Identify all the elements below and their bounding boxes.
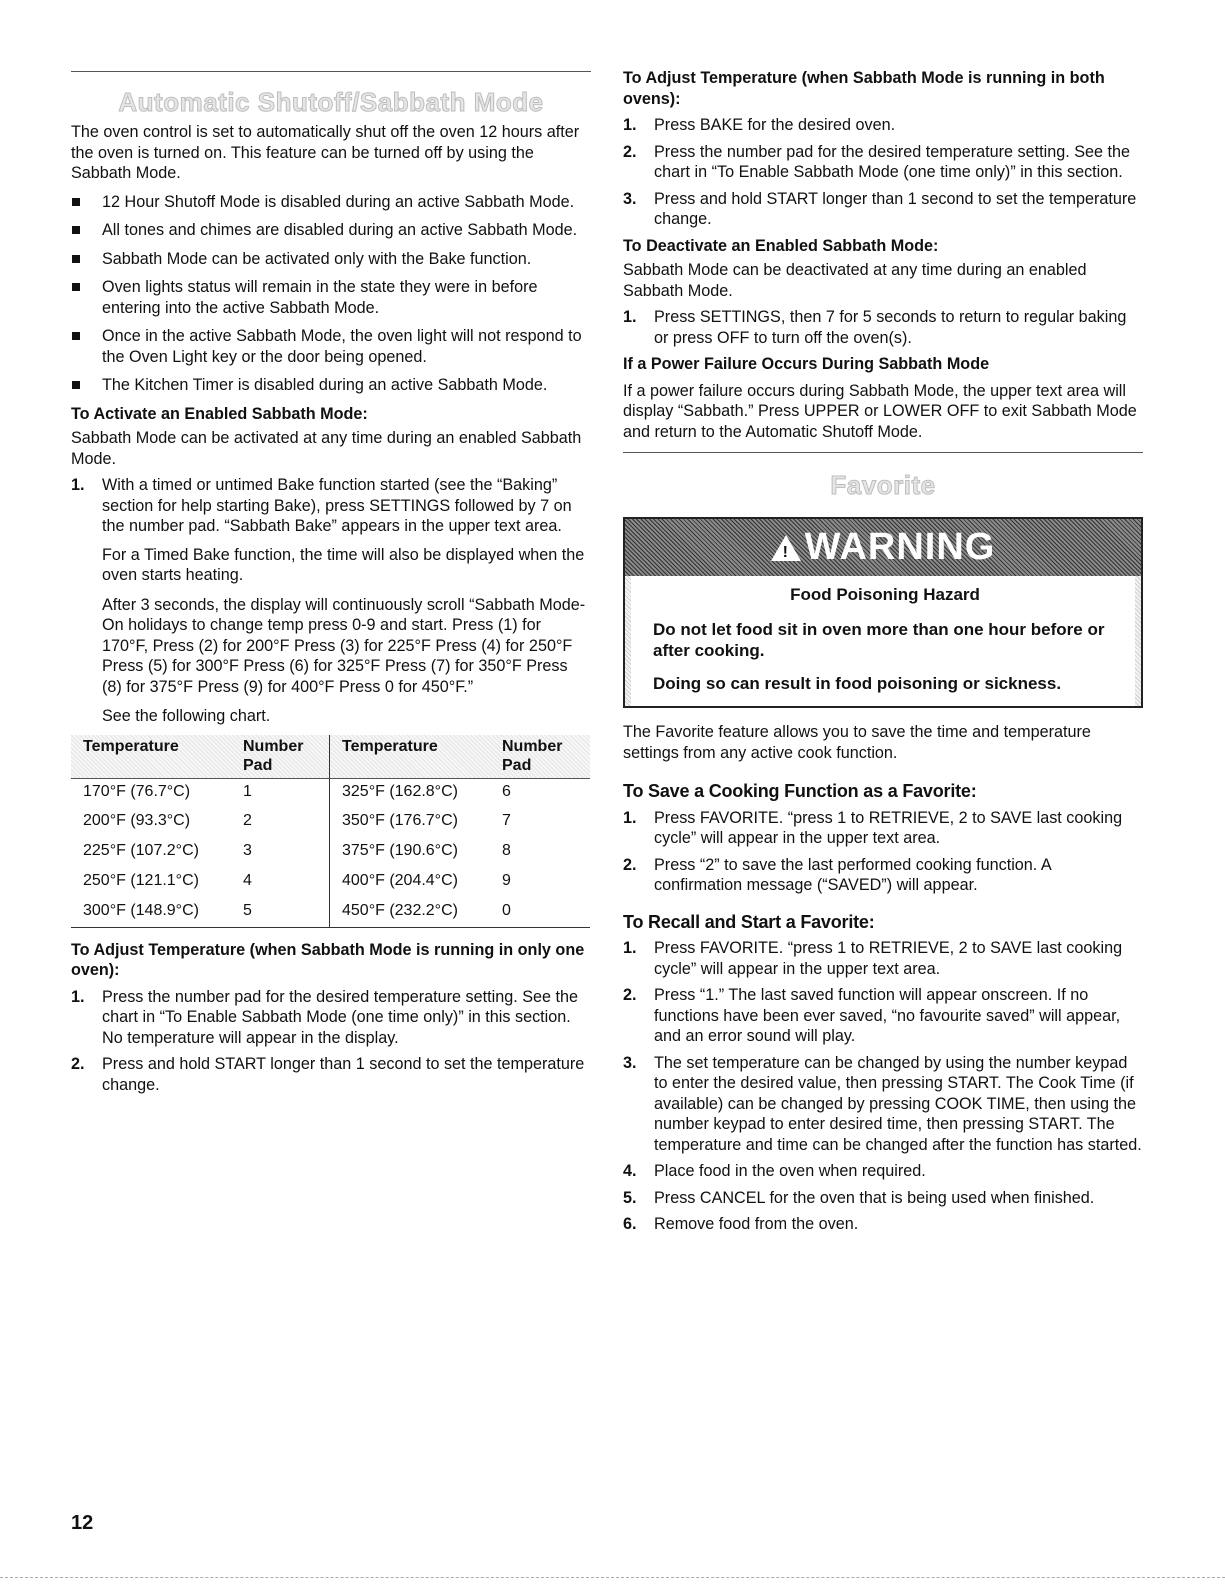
page-edge-divider <box>0 1577 1225 1578</box>
table-row <box>71 897 590 928</box>
column-header: Number Pad <box>243 735 330 779</box>
adjust-one-oven-steps <box>71 987 591 1096</box>
list-item: 6. Remove food from the oven. <box>623 1215 859 1233</box>
section-title-favorite: Favorite <box>830 470 936 500</box>
bullet-square-icon <box>72 332 80 340</box>
table-cell: 8 <box>502 842 511 860</box>
save-favorite-steps <box>623 808 1143 896</box>
list-item: 12 Hour Shutoff Mode is disabled during an active Sabbath Mode. <box>71 192 591 213</box>
list-item: 1. Press the number pad for the desired temperature setting. See the chart in “To Enable Sabbath Mode (one time only)” in this section. No temperature will appear in the display. <box>71 987 579 1047</box>
list-item: Once in the active Sabbath Mode, the oven light will not respond to the Oven Light key or the door being opened. <box>71 326 591 367</box>
list-item: 1. Press SETTINGS, then 7 for 5 seconds to return to regular baking or press OFF to turn off the oven(s). <box>623 308 1127 347</box>
list-item: 2. Press “1.” The last saved function will appear onscreen. If no functions have been ever saved, “no favourite saved” will appear, and an error sound will play. <box>623 986 1121 1045</box>
power-failure-text: If a power failure occurs during Sabbath Mode, the upper text area will display “Sabbath.” Press UPPER or LOWER OFF to exit Sabbath Mode and return to the Automatic Shutoff Mode. <box>623 381 1137 441</box>
bullet-square-icon <box>72 283 80 291</box>
see-chart-note: See the following chart. <box>102 707 271 725</box>
activate-steps <box>71 475 591 727</box>
bullet-square-icon <box>72 255 80 263</box>
list-item: 2. Press “2” to save the last performed cooking function. A confirmation message (“SAVED”) will appear. <box>623 855 1051 894</box>
column-header: Temperature <box>330 735 503 779</box>
table-row <box>71 778 590 807</box>
timed-bake-note: For a Timed Bake function, the time will also be displayed when the oven starts heating. <box>102 545 585 584</box>
table-cell: 225°F (107.2°C) <box>83 842 199 860</box>
table-cell: 5 <box>243 897 330 928</box>
list-item: 5. Press CANCEL for the oven that is being used when finished. <box>623 1188 1095 1207</box>
table-cell: 350°F (176.7°C) <box>330 807 503 837</box>
activate-intro: Sabbath Mode can be activated at any time during an enabled Sabbath Mode. <box>71 429 582 468</box>
deactivate-heading: To Deactivate an Enabled Sabbath Mode: <box>623 236 939 255</box>
bullet-square-icon <box>72 198 80 206</box>
deactivate-steps <box>623 307 1143 348</box>
table-cell: 0 <box>502 897 590 928</box>
table-cell: 2 <box>243 812 252 830</box>
sabbath-intro: The oven control is set to automatically shut off the oven 12 hours after the oven is turned on. This feature can be turned off by using the Sabbath Mode. <box>71 123 580 182</box>
left-column <box>71 0 591 1095</box>
list-item: All tones and chimes are disabled during an active Sabbath Mode. <box>71 220 591 241</box>
table-cell: 450°F (232.2°C) <box>330 897 503 928</box>
step-number: 1. <box>71 476 85 494</box>
scroll-message-note: After 3 seconds, the display will continuously scroll “Sabbath Mode- On holidays to change temp press 0-9 and start. Press (1) for 170°F, Press (2) for 200°F Press (3) for 225°F Press (4) for 250°F Press (5) for 300°F Press (6) for 325°F Press (7) for 350°F Press (8) for 375°F Press (9) for 400°F Press 0 for 450°F.” <box>102 595 586 696</box>
list-item: 1. Press BAKE for the desired oven. <box>623 116 896 134</box>
recall-favorite-steps <box>623 938 1143 1235</box>
table-cell: 170°F (76.7°C) <box>83 783 191 801</box>
bullet-square-icon <box>72 381 80 389</box>
right-column <box>623 0 1143 1235</box>
table-cell: 325°F (162.8°C) <box>330 778 503 807</box>
table-cell: 7 <box>502 812 511 830</box>
adjust-both-ovens-steps <box>623 115 1143 230</box>
adjust-both-ovens-heading: To Adjust Temperature (when Sabbath Mode is running in both ovens): <box>623 69 1105 108</box>
list-item: 1. Press FAVORITE. “press 1 to RETRIEVE, 2 to SAVE last cooking cycle” will appear in the upper text area. <box>623 939 1123 978</box>
column-header: Number Pad <box>502 735 590 779</box>
table-cell: 9 <box>502 872 511 890</box>
warning-line: Doing so can result in food poisoning or sickness. <box>653 674 1062 693</box>
warning-body <box>631 576 1135 706</box>
adjust-one-oven-heading: To Adjust Temperature (when Sabbath Mode is running in only one oven): <box>71 940 585 979</box>
section-rule <box>623 452 1143 453</box>
warning-line: Do not let food sit in oven more than one hour before or after cooking. <box>653 620 1105 660</box>
warning-label: WARNING <box>804 526 996 569</box>
table-cell: 250°F (121.1°C) <box>83 872 199 890</box>
power-failure-heading: If a Power Failure Occurs During Sabbath Mode <box>623 355 990 373</box>
save-favorite-heading: To Save a Cooking Function as a Favorite: <box>623 781 977 801</box>
list-item: 3. The set temperature can be changed by using the number keypad to enter the desired value, then pressing START. The Cook Time (if available) can be changed by pressing COOK TIME, then using the number keypad to enter desired time, then pressing START. The temperature and time can be changed after the function has started. <box>623 1053 1142 1154</box>
table-header-row <box>71 735 590 779</box>
temperature-table <box>71 735 590 928</box>
table-cell: 3 <box>243 842 252 860</box>
table-cell: 4 <box>243 872 252 890</box>
list-item: 3. Press and hold START longer than 1 second to set the temperature change. <box>623 189 1137 228</box>
table-cell: 300°F (148.9°C) <box>71 897 243 928</box>
sabbath-bullet-list <box>71 192 591 396</box>
activate-heading: To Activate an Enabled Sabbath Mode: <box>71 404 368 423</box>
table-row <box>71 837 590 867</box>
section-title-sabbath: Automatic Shutoff/Sabbath Mode <box>118 87 544 117</box>
deactivate-intro: Sabbath Mode can be deactivated at any time during an enabled Sabbath Mode. <box>623 261 1087 300</box>
favorite-intro: The Favorite feature allows you to save the time and temperature settings from any active cook function. <box>623 723 1091 762</box>
list-item <box>71 475 591 727</box>
list-item: 1. Press FAVORITE. “press 1 to RETRIEVE, 2 to SAVE last cooking cycle” will appear in the upper text area. <box>623 808 1123 847</box>
warning-header <box>625 519 1141 576</box>
table-cell: 375°F (190.6°C) <box>330 837 503 867</box>
list-item: Oven lights status will remain in the state they were in before entering into the active Sabbath Mode. <box>71 277 591 318</box>
section-rule <box>71 71 591 72</box>
hazard-title: Food Poisoning Hazard <box>790 585 980 604</box>
table-cell: 200°F (93.3°C) <box>83 812 191 830</box>
list-item: The Kitchen Timer is disabled during an active Sabbath Mode. <box>71 375 591 396</box>
table-cell: 400°F (204.4°C) <box>330 867 503 897</box>
warning-triangle-icon: ! <box>771 535 801 561</box>
step-text: With a timed or untimed Bake function started (see the “Baking” section for help starting Bake), press SETTINGS followed by 7 on the number pad. “Sabbath Bake” appears in the upper text area. <box>102 476 572 535</box>
warning-box <box>623 517 1143 708</box>
table-row <box>71 807 590 837</box>
recall-favorite-heading: To Recall and Start a Favorite: <box>623 911 875 932</box>
table-row <box>71 867 590 897</box>
table-cell: 1 <box>243 783 252 801</box>
list-item: 4. Place food in the oven when required. <box>623 1162 926 1180</box>
page-number: 12 <box>71 1512 94 1534</box>
list-item: 2. Press and hold START longer than 1 second to set the temperature change. <box>71 1055 585 1094</box>
list-item: 2. Press the number pad for the desired temperature setting. See the chart in “To Enable Sabbath Mode (one time only)” in this section. <box>623 142 1131 181</box>
table-cell: 6 <box>502 783 511 801</box>
column-header: Temperature <box>71 735 243 779</box>
bullet-square-icon <box>72 226 80 234</box>
list-item: Sabbath Mode can be activated only with the Bake function. <box>71 249 591 270</box>
